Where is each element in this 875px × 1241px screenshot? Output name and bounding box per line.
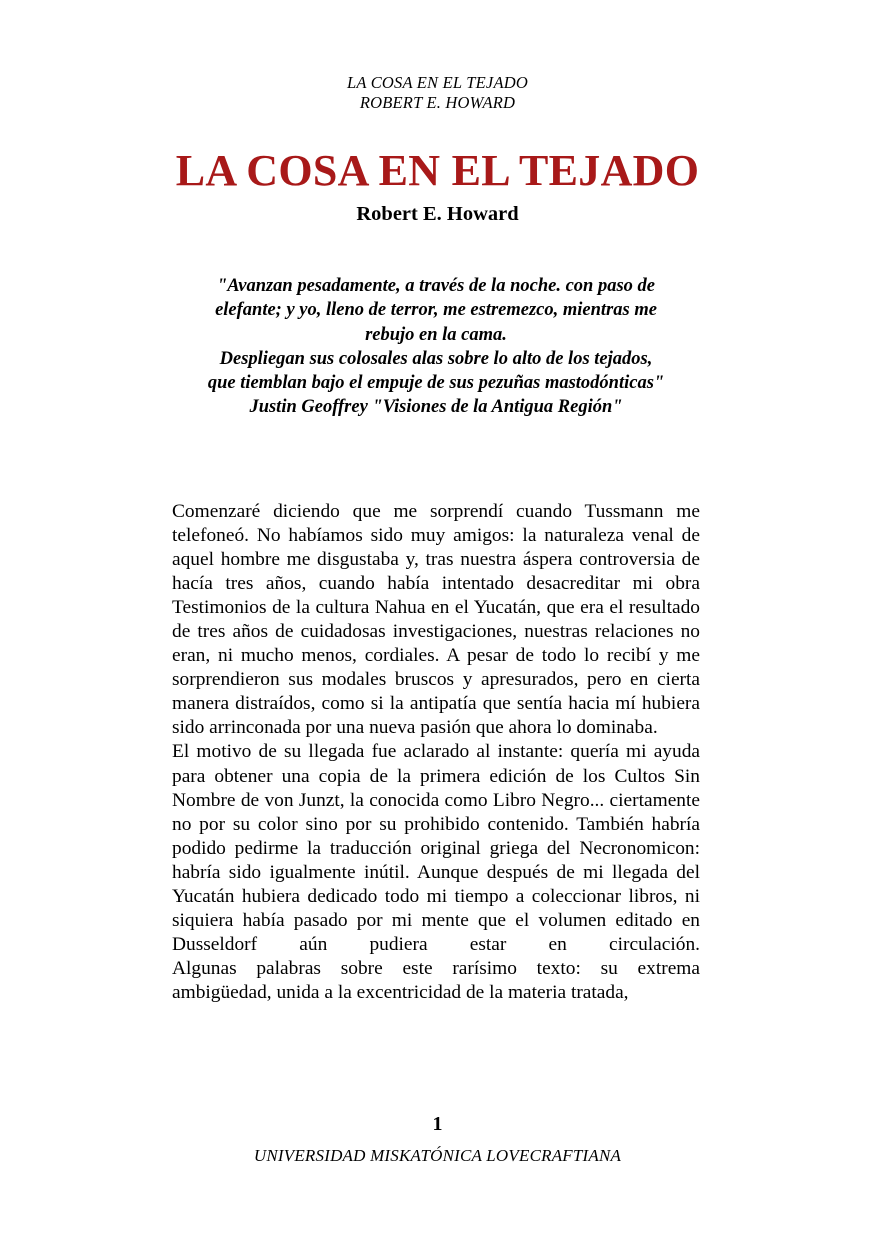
epigraph-line-4: Despliegan sus colosales alas sobre lo alto de los tejados, [219, 348, 653, 369]
title-block [0, 146, 875, 226]
paragraph: Comenzaré diciendo que me sorprendí cuando Tussmann me telefoneó. No habíamos sido muy amigos: la naturaleza venal de aquel hombre me disgustaba y, tras nuestra áspera controversia de hacía tres años, cuando había intentado desacreditar mi obra Testimonios de la cultura Nahua en el Yucatán, que era el resultado de tres años de cuidadosas investigaciones, nuestras relaciones no eran, ni mucho menos, cordiales. A pesar de todo lo recibí y me sorprendieron sus modales bruscos y apresurados, pero en cierta manera distraídos, como si la antipatía que sentía hacia mí hubiera sido arrinconada por una nueva pasión que ahora lo dominaba. [172, 501, 700, 739]
running-footer: UNIVERSIDAD MISKATÓNICA LOVECRAFTIANA [253, 1146, 622, 1165]
epigraph-line-1: "Avanzan pesadamente, a través de la noche. con paso de [217, 276, 655, 296]
body-text [172, 500, 700, 1005]
page-number: 1 [432, 1113, 443, 1135]
running-header [0, 73, 875, 112]
epigraph-line-2: elefante; y yo, lleno de terror, me estremezco, mientras me [215, 300, 657, 321]
running-header-author: ROBERT E. HOWARD [359, 92, 516, 112]
running-header-title: LA COSA EN EL TEJADO [347, 73, 528, 92]
epigraph-line-3: rebujo en la cama. [365, 324, 507, 345]
paragraph: El motivo de su llegada fue aclarado al instante: quería mi ayuda para obtener una copia de la primera edición de los Cultos Sin Nombre de von Junzt, la conocida como Libro Negro... ciertamente no por su color sino por su prohibido contenido. También habría podido pedirme la traducción original griega del Necronomicon: habría sido igualmente inútil. Aunque después de mi llegada del Yucatán hubiera dedicado todo mi tiempo a coleccionar libros, ni siquiera había pasado por mi mente que el volumen editado en Dusseldorf aún pudiera estar en circulación. [172, 741, 700, 955]
page-title: LA COSA EN EL TEJADO [175, 146, 700, 195]
epigraph-line-5: que tiemblan bajo el empuje de sus pezuñas mastodónticas" [207, 373, 665, 394]
epigraph-attribution: Justin Geoffrey "Visiones de la Antigua Región" [249, 397, 623, 418]
paragraph: Algunas palabras sobre este rarísimo texto: su extrema ambigüedad, unida a la excentricidad de la materia tratada, [172, 957, 700, 1003]
epigraph-block [172, 274, 700, 420]
author-byline: Robert E. Howard [356, 203, 519, 225]
